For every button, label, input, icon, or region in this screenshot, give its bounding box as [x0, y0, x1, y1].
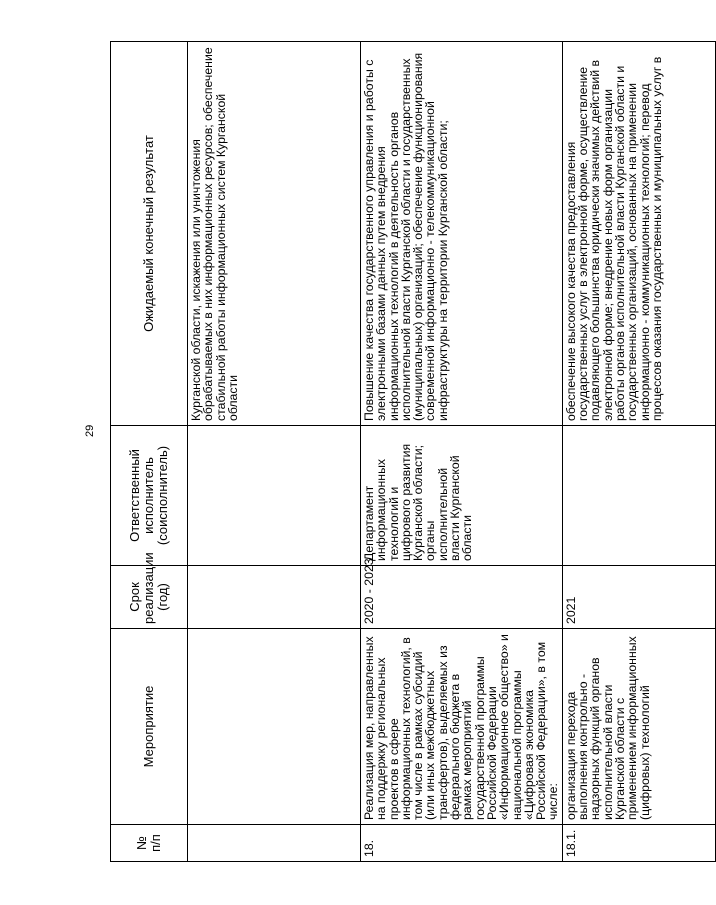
page-number: 29 — [84, 424, 96, 437]
cell-responsible — [188, 426, 361, 566]
cell-term: 2020 - 2023 — [361, 566, 563, 629]
table-header-row — [111, 42, 188, 862]
cell-result: обеспечение высокого качества предоставления государственных услуг в электронной форме, осуществление подавляющего большинства юридически значимых действий в электронной форме; внедрение новых форм организации работы органов исполнительной власти Курганской области и государственных организаций, основанных на применении информационно - коммуникационных технологий; перевод процессов оказания государственных и муниципальных услуг в — [562, 42, 715, 426]
cell-responsible — [562, 426, 715, 566]
cell-responsible: Департамент информационных технологий и цифрового развития Курганской области; органы исполнительной власти Курганской области — [361, 426, 563, 566]
cell-num: 18. — [361, 825, 563, 862]
cell-result: Курганской области, искажения или уничтожения обрабатываемых в них информационных ресурсов; обеспечение стабильной работы информационных систем Курганской области — [188, 42, 361, 426]
header-result: Ожидаемый конечный результат — [111, 42, 188, 426]
header-term: Срок реализации (год) — [111, 566, 188, 629]
cell-term: 2021 — [562, 566, 715, 629]
table-row — [562, 42, 715, 862]
header-num: № п/п — [111, 825, 188, 862]
cell-event: Реализация мер, направленных на поддержку региональных проектов в сфере информационных технологий, в том числе в рамках субсидий (или иных межбюджетных трансфертов), выделяемых из федерального бюджета в рамках мероприятий государственной программы Российской Федерации «Информационное общество» и национальной программы «Цифровая экономика Российской Федерации», в том числе: — [361, 629, 563, 825]
cell-num: 18.1. — [562, 825, 715, 862]
rotated-page-content — [110, 42, 664, 862]
cell-result: Повышение качества государственного управления и работы с электронными базами данных путем внедрения информационных технологий в деятельность органов исполнительной власти Курганской области и государственных (муниципальных) организаций; обеспечение функционирования современной информационно - телекоммуникационной инфраструктуры на территории Курганской области; — [361, 42, 563, 426]
cell-num — [188, 825, 361, 862]
table-row — [188, 42, 361, 862]
table-row — [361, 42, 563, 862]
cell-event: организация перехода выполнения контрольно - надзорных функций органов исполнительной власти Курганской области с применением информационных (цифровых) технологий — [562, 629, 715, 825]
header-event: Мероприятие — [111, 629, 188, 825]
cell-term — [188, 566, 361, 629]
header-responsible: Ответственный исполнитель (соисполнитель) — [111, 426, 188, 566]
events-table — [110, 41, 716, 862]
cell-event — [188, 629, 361, 825]
